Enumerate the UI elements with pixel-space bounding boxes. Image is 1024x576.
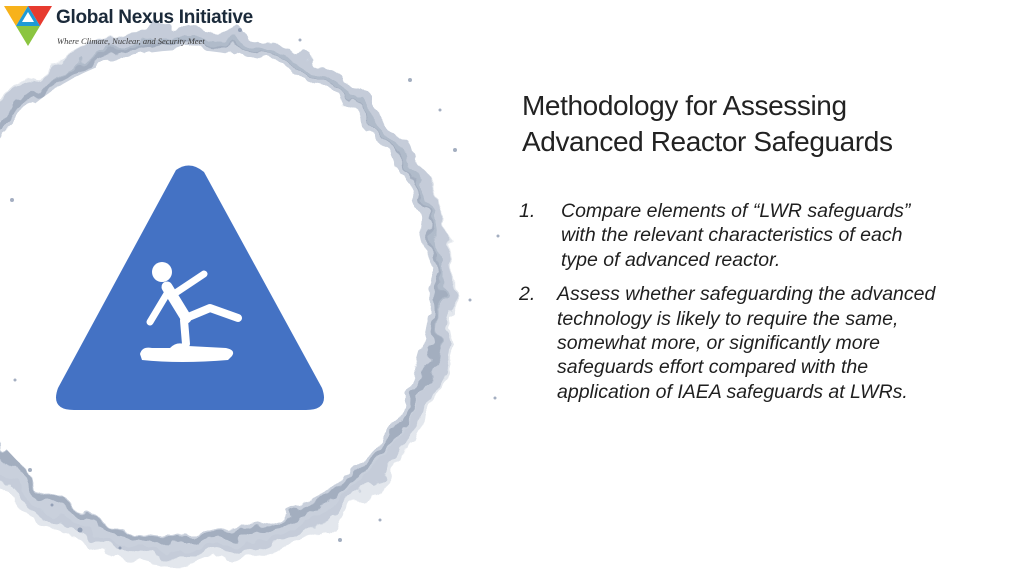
logo-name: Global Nexus Initiative (56, 7, 253, 28)
logo (2, 2, 252, 50)
list-item-text: Assess whether safeguarding the advanced technology is likely to require the same, somewhat more, or significantly more safeguards effort compared with the application of IAEA safeguards at LWRs. (557, 283, 936, 403)
list-item (519, 282, 939, 404)
methodology-list (519, 199, 939, 414)
logo-tagline: Where Climate, Nuclear, and Security Meet (57, 36, 205, 46)
logo-mark-icon (2, 2, 54, 48)
list-item (519, 199, 939, 272)
slide-title-line-1: Methodology for Assessing (522, 90, 847, 121)
slide-title-line-2: Advanced Reactor Safeguards (522, 126, 893, 157)
slide-title (522, 88, 982, 160)
list-item-number: 2. (519, 283, 536, 306)
list-item-number: 1. (519, 200, 536, 222)
list-item-text: Compare elements of “LWR safeguards” with the relevant characteristics of each type of advanced reactor. (561, 200, 911, 271)
